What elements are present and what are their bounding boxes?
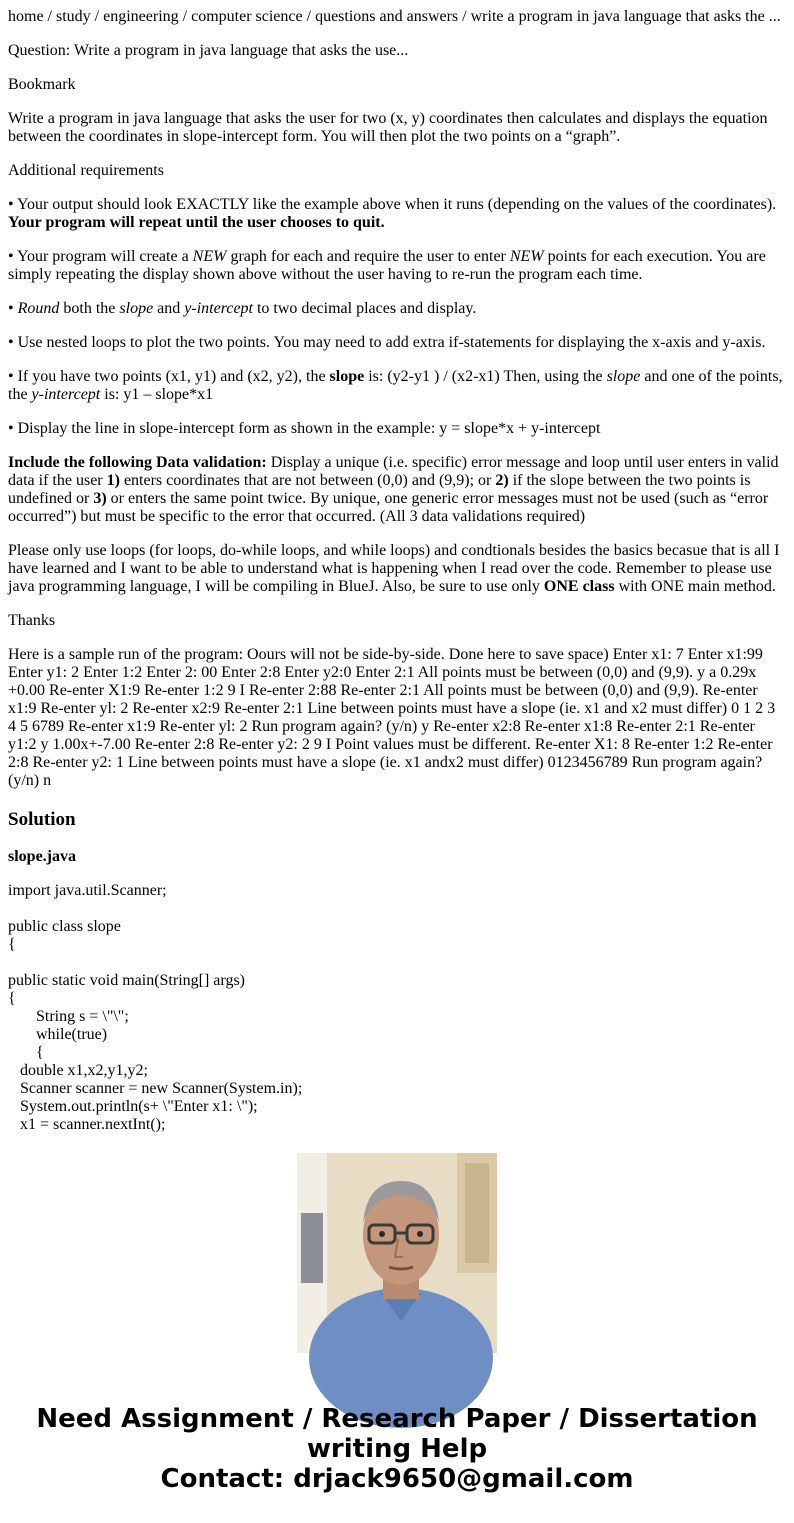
promo-contact[interactable]: Contact: drjack9650@gmail.com	[160, 1464, 634, 1494]
code-line: Scanner scanner = new Scanner(System.in);	[8, 1080, 303, 1097]
sample-run-paragraph: Here is a sample run of the program: Oours will not be side-by-side. Done here to save space) Enter x1: 7 Enter x1:99 Enter y1: 2 Enter 1:2 Enter 2: 00 Enter 2:8 Enter y2:0 Enter 2:1 All points must be between (0,0) and (9,9). y a 0.29x +0.00 Re-enter X1:9 Re-enter 1:2 9 I Re-enter 2:88 Re-enter 2:1 All points must be between (0,0) and (9,9). Re-enter x1:9 Re-enter yl: 2 Re-enter x2:9 Re-enter 2:1 Line between points must have a slope (ie. x1 and x2 must differ) 0 1 2 3 4 5 6789 Re-enter x1:9 Re-enter yl: 2 Run program again? (y/n) y Re-enter x2:8 Re-enter x1:8 Re-enter 2:1 Re-enter y1:2 y 1.00x+-7.00 Re-enter 2:8 Re-enter y2: 2 9 I Point values must be different. Re-enter X1: 8 Re-enter 1:2 Re-enter 2:8 Re-enter y2: 1 Line between points must have a slope (ie. x1 andx2 must differ) 0123456789 Run program again? (y/n) n	[8, 646, 776, 789]
requirement-text: with ONE main method.	[614, 578, 776, 595]
requirement-text: graph for each and require the user to enter	[226, 248, 510, 265]
additional-requirements-heading: Additional requirements	[8, 162, 164, 179]
solution-code-block	[8, 848, 786, 1133]
requirement-emphasis: slope	[606, 368, 641, 385]
requirement-text: points for each execution. You are simply repeating the display shown above without the user having to re-run the program each time.	[8, 248, 766, 283]
requirement-text: to two decimal places and display.	[252, 300, 477, 317]
tutor-avatar-photo	[297, 1153, 497, 1353]
code-line: while(true)	[8, 1026, 108, 1043]
breadcrumb-engineering[interactable]: engineering	[103, 8, 179, 25]
code-line: double x1,x2,y1,y2;	[8, 1062, 148, 1079]
requirement-text: •	[8, 300, 18, 317]
usage-note-paragraph	[8, 542, 786, 596]
code-line: {	[8, 1044, 44, 1061]
breadcrumb	[8, 8, 781, 26]
requirement-text: Display a unique (i.e. specific) error message and loop until user enters in valid data if the user	[8, 454, 779, 489]
requirement-text: and one of the points, the	[8, 368, 783, 403]
requirement-emphasis: ONE class	[543, 578, 615, 595]
requirement-emphasis: Round	[17, 300, 60, 317]
solution-heading: Solution	[8, 809, 76, 830]
code-line	[8, 954, 786, 972]
breadcrumb-study[interactable]: study	[56, 8, 91, 25]
code-line: {	[8, 990, 16, 1007]
promo-line: writing Help	[306, 1434, 488, 1464]
solution-filename: slope.java	[8, 848, 76, 865]
breadcrumb-separator: /	[43, 8, 56, 25]
requirement-emphasis: 2)	[495, 472, 509, 489]
breadcrumb-home[interactable]: home	[8, 8, 44, 25]
requirement-emphasis: Your program will repeat until the user chooses to quit.	[8, 214, 385, 231]
breadcrumb-separator: /	[178, 8, 192, 25]
breadcrumb-computer-science[interactable]: computer science	[191, 8, 303, 25]
requirement-slope-formula	[8, 368, 786, 404]
requirement-text: • Your program will create a	[8, 248, 193, 265]
requirement-emphasis: Include the following Data validation:	[8, 454, 267, 471]
question-intro: Write a program in java language that asks the user for two (x, y) coordinates then calculates and displays the equation between the coordinates in slope-intercept form. You will then plot the two points on a “graph”.	[8, 110, 768, 145]
requirement-text: if the slope between the two points is undefined or	[8, 472, 751, 507]
breadcrumb-separator: /	[90, 8, 104, 25]
requirement-text: and	[153, 300, 185, 317]
requirement-text: Please only use loops (for loops, do-while loops, and while loops) and condtionals besides the basics becasue that is all I have learned and I want to be able to understand what is happening when I read over the code. Remember to please use java programming language, I will be compiling in BlueJ. Also, be sure to use only	[8, 542, 780, 595]
requirement-text: enters coordinates that are not between (0,0) and (9,9); or	[119, 472, 496, 489]
promo-line: Need Assignment / Research Paper / Dissertation	[36, 1404, 758, 1434]
code-line: System.out.println(s+ \"Enter x1: \");	[8, 1098, 258, 1115]
requirement-nested-loops: • Use nested loops to plot the two points. You may need to add extra if-statements for displaying the x-axis and y-axis.	[8, 334, 766, 351]
requirement-text: or enters the same point twice. By unique, one generic error messages must not be used (such as “error occurred”) but must be specific to the error that occurred. (All 3 data validations required)	[8, 490, 769, 525]
requirement-text: is: (y2-y1 ) / (x2-x1) Then, using the	[364, 368, 607, 385]
requirement-round	[8, 300, 786, 318]
requirement-emphasis: 1)	[106, 472, 120, 489]
requirement-emphasis: slope	[119, 300, 154, 317]
breadcrumb-questions-and-answers[interactable]: questions and answers	[315, 8, 459, 25]
code-line: public static void main(String[] args)	[8, 972, 245, 989]
code-line: x1 = scanner.nextInt();	[8, 1116, 166, 1133]
requirement-emphasis: NEW	[509, 248, 544, 265]
bookmark-button[interactable]: Bookmark	[8, 76, 76, 93]
requirement-new-graph	[8, 248, 786, 284]
requirement-emphasis: NEW	[192, 248, 227, 265]
tutor-avatar-image	[297, 1153, 497, 1353]
requirement-display-line: • Display the line in slope-intercept form as shown in the example: y = slope*x + y-intercept	[8, 420, 601, 437]
requirement-text: is: y1 – slope*x1	[100, 386, 214, 403]
requirement-emphasis: slope	[329, 368, 365, 385]
code-line: public class slope	[8, 918, 121, 935]
question-title: Question: Write a program in java language that asks the use...	[8, 42, 409, 59]
data-validation-paragraph	[8, 454, 786, 526]
breadcrumb-current: write a program in java language that asks the ...	[470, 8, 781, 25]
code-line	[8, 900, 786, 918]
requirement-text: • Your output should look EXACTLY like the example above when it runs (depending on the values of the coordinates).	[8, 196, 777, 213]
promo-banner	[0, 1404, 794, 1494]
breadcrumb-separator: /	[302, 8, 316, 25]
code-line: import java.util.Scanner;	[8, 882, 167, 899]
code-line: {	[8, 936, 16, 953]
code-line: String s = \"\";	[8, 1008, 129, 1025]
requirement-emphasis: 3)	[93, 490, 107, 507]
requirement-output	[8, 196, 786, 232]
breadcrumb-separator: /	[458, 8, 471, 25]
requirement-emphasis: y-intercept	[184, 300, 253, 317]
requirement-text: • If you have two points (x1, y1) and (x2, y2), the	[8, 368, 330, 385]
thanks-text: Thanks	[8, 612, 56, 629]
requirement-text: both the	[59, 300, 120, 317]
requirement-emphasis: y-intercept	[31, 386, 101, 403]
